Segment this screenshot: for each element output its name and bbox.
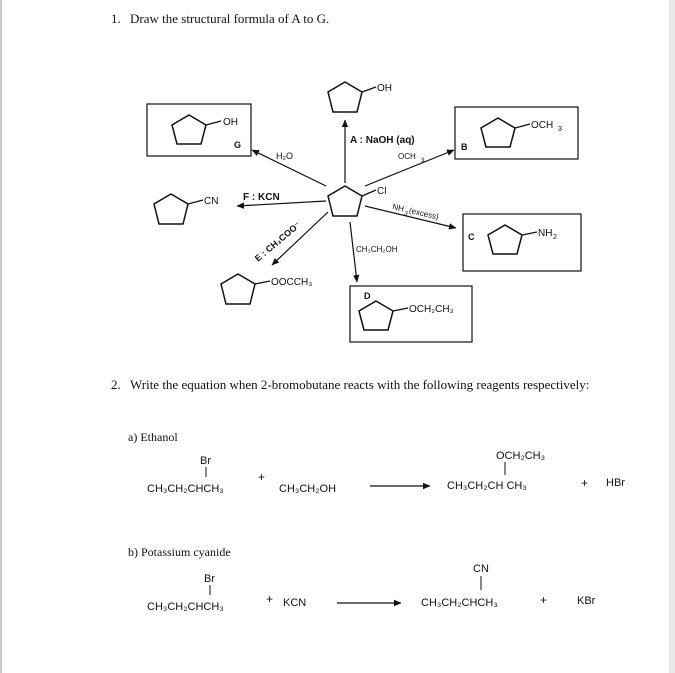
q2a-byproduct: HBr xyxy=(606,477,625,489)
box-B-letter: B xyxy=(461,142,468,152)
box-G-bond xyxy=(206,121,221,125)
arrow-B-reagent: OCH xyxy=(398,152,416,161)
q2b-product: CH₃CH₂CHCH₃ xyxy=(421,597,498,609)
box-B-group: OCH xyxy=(531,120,554,131)
arrow-C-reagent: NH xyxy=(391,202,405,214)
top-cyclopentanol xyxy=(328,82,392,112)
box-G-group: OH xyxy=(223,117,238,128)
q2a-plus-1: + xyxy=(258,470,266,484)
box-C-letter: C xyxy=(468,232,475,242)
product-F-ring xyxy=(154,194,188,224)
q2b-label: b) Potassium cyanide xyxy=(128,545,231,559)
box-B-group-sub: 3 xyxy=(558,126,562,133)
q2a-reagent: CH₃CH₂OH xyxy=(279,483,337,495)
arrow-F-label: F : KCN xyxy=(243,192,280,203)
center-cl-label: Cl xyxy=(377,186,387,197)
arrow-E-label-group xyxy=(253,219,303,263)
q2a-reactant-br: Br xyxy=(200,455,211,467)
q1-number: 1. xyxy=(111,11,121,26)
q2b-product-cn: CN xyxy=(473,563,489,575)
q2a-product-och2ch3: OCH₂CH₃ xyxy=(496,450,546,462)
box-D-group: OCH₂CH₃ xyxy=(409,304,454,315)
top-bond xyxy=(362,87,376,92)
top-oh-label: OH xyxy=(377,83,392,94)
product-E xyxy=(221,274,312,304)
box-D xyxy=(350,286,472,342)
center-bond xyxy=(362,190,376,196)
q2a-product: CH₃CH₂CH CH₃ xyxy=(447,480,527,492)
arrow-C-reagent-tail: (excess) xyxy=(408,206,440,222)
top-ring xyxy=(328,82,362,112)
q2b-reagent: KCN xyxy=(283,597,307,609)
center-chlorocyclopentane xyxy=(328,186,386,216)
q2-number: 2. xyxy=(111,377,121,392)
product-E-bond xyxy=(255,281,270,284)
box-D-ring xyxy=(359,301,393,330)
product-F xyxy=(154,194,218,224)
q2b-plus-1: + xyxy=(266,592,274,606)
box-B-bond xyxy=(515,124,530,128)
product-E-group: OOCCH₃ xyxy=(271,277,313,288)
q2b-reactant: CH₃CH₂CHCH₃ xyxy=(147,601,224,613)
product-F-bond xyxy=(188,200,203,204)
box-C-ring xyxy=(488,225,522,254)
box-D-bond xyxy=(393,308,408,311)
q2b-plus-2: + xyxy=(540,593,548,607)
box-C-group-sub: 2 xyxy=(553,234,557,241)
box-G-letter: G xyxy=(234,140,242,150)
box-B-frame xyxy=(455,107,578,159)
box-D-letter: D xyxy=(364,291,371,301)
q2b-reactant-br: Br xyxy=(204,573,215,585)
arrow-A-label: A : NaOH (aq) xyxy=(350,135,415,146)
box-B-ring xyxy=(481,118,515,147)
box-G-ring xyxy=(172,115,206,144)
product-F-group: CN xyxy=(204,196,219,207)
arrow-E-label: E : CH₃COO⁻ xyxy=(252,219,303,264)
q2a-label: a) Ethanol xyxy=(128,430,178,444)
arrow-B-reagent-sub: 3 xyxy=(421,158,425,164)
q2a-plus-2: + xyxy=(581,476,589,490)
box-C-group: NH xyxy=(538,228,553,239)
q2b-byproduct: KBr xyxy=(577,595,596,607)
center-ring xyxy=(328,186,362,216)
q2a-reactant: CH₃CH₂CHCH₃ xyxy=(147,483,224,495)
box-C-bond xyxy=(522,232,537,235)
arrow-C-label xyxy=(391,202,440,224)
product-E-ring xyxy=(221,274,255,304)
arrow-C-reagent-sub: 3 xyxy=(403,210,409,218)
arrow-G-reagent: H₂O xyxy=(276,151,293,161)
box-G xyxy=(147,104,251,156)
box-C-frame xyxy=(463,214,581,271)
q1-text: Draw the structural formula of A to G. xyxy=(130,11,330,26)
box-C xyxy=(463,214,581,271)
arrow-D-reagent: CH₃CH₂OH xyxy=(356,245,398,254)
q2-text: Write the equation when 2-bromobutane reacts with the following reagents respectively: xyxy=(130,377,590,392)
box-B xyxy=(455,107,578,159)
